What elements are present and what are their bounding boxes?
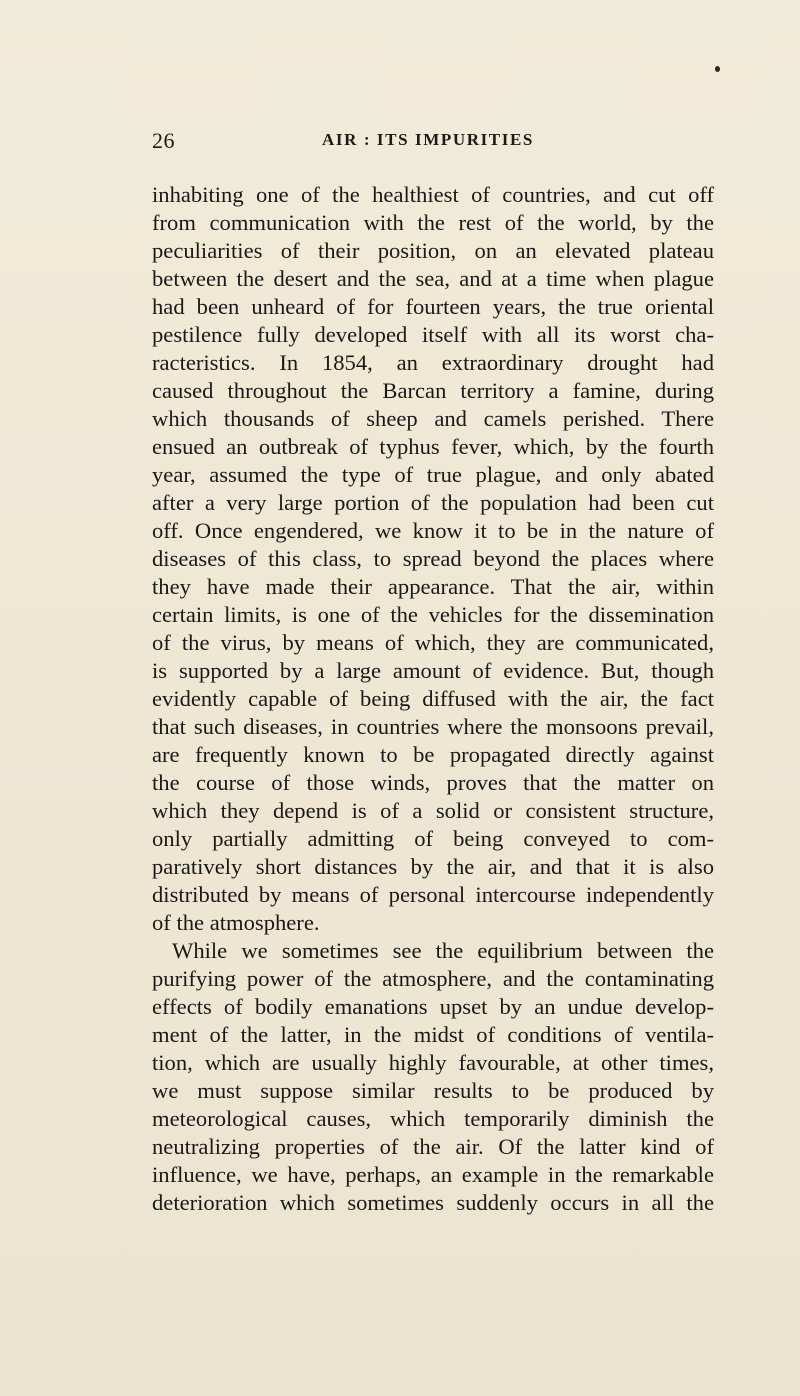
text-line: diseases of this class, to spread beyond the places where bbox=[152, 546, 714, 571]
text-line: ment of the latter, in the midst of conditions of ventila- bbox=[152, 1022, 714, 1047]
text-line: after a very large portion of the population had been cut bbox=[152, 490, 714, 515]
page-number: 26 bbox=[152, 128, 175, 153]
text-line: of the virus, by means of which, they are communicated, bbox=[152, 630, 714, 655]
text-line: effects of bodily emanations upset by an undue develop- bbox=[152, 994, 714, 1019]
text-line: off. Once engendered, we know it to be in the nature of bbox=[152, 518, 714, 543]
text-line: is supported by a large amount of evidence. But, though bbox=[152, 658, 714, 683]
text-line: which they depend is of a solid or consistent structure, bbox=[152, 798, 714, 823]
text-line: distributed by means of personal intercourse independently bbox=[152, 882, 714, 907]
text-line: racteristics. In 1854, an extraordinary drought had bbox=[152, 350, 714, 375]
text-line: neutralizing properties of the air. Of the latter kind of bbox=[152, 1134, 714, 1159]
text-line: purifying power of the atmosphere, and the contaminating bbox=[152, 966, 714, 991]
text-line: influence, we have, perhaps, an example in the remarkable bbox=[152, 1162, 714, 1187]
text-line: between the desert and the sea, and at a time when plague bbox=[152, 266, 714, 291]
text-line: that such diseases, in countries where the monsoons prevail, bbox=[152, 714, 714, 739]
text-line: ensued an outbreak of typhus fever, which, by the fourth bbox=[152, 434, 714, 459]
text-line: certain limits, is one of the vehicles for the dissemination bbox=[152, 602, 714, 627]
text-line: deterioration which sometimes suddenly occurs in all the bbox=[152, 1190, 714, 1215]
text-line: paratively short distances by the air, and that it is also bbox=[152, 854, 714, 879]
running-title: AIR : ITS IMPURITIES bbox=[322, 130, 534, 149]
text-line: we must suppose similar results to be produced by bbox=[152, 1078, 714, 1103]
text-line: had been unheard of for fourteen years, the true oriental bbox=[152, 294, 714, 319]
text-line: the course of those winds, proves that the matter on bbox=[152, 770, 714, 795]
text-line: year, assumed the type of true plague, and only abated bbox=[152, 462, 714, 487]
text-line: which thousands of sheep and camels perished. There bbox=[152, 406, 714, 431]
paragraph-start-line: While we sometimes see the equilibrium between the bbox=[172, 938, 714, 963]
body-text bbox=[152, 181, 714, 1217]
text-line: pestilence fully developed itself with all its worst cha- bbox=[152, 322, 714, 347]
ink-speck bbox=[715, 66, 720, 72]
page-header bbox=[152, 128, 712, 158]
text-line: meteorological causes, which temporarily diminish the bbox=[152, 1106, 714, 1131]
text-line: from communication with the rest of the world, by the bbox=[152, 210, 714, 235]
text-line: inhabiting one of the healthiest of countries, and cut off bbox=[152, 182, 714, 207]
text-line: they have made their appearance. That the air, within bbox=[152, 574, 714, 599]
paragraph-end-line: of the atmosphere. bbox=[152, 910, 320, 935]
text-line: only partially admitting of being conveyed to com- bbox=[152, 826, 714, 851]
text-line: evidently capable of being diffused with the air, the fact bbox=[152, 686, 714, 711]
text-line: peculiarities of their position, on an elevated plateau bbox=[152, 238, 714, 263]
text-line: tion, which are usually highly favourable, at other times, bbox=[152, 1050, 714, 1075]
text-line: are frequently known to be propagated directly against bbox=[152, 742, 714, 767]
text-line: caused throughout the Barcan territory a famine, during bbox=[152, 378, 714, 403]
